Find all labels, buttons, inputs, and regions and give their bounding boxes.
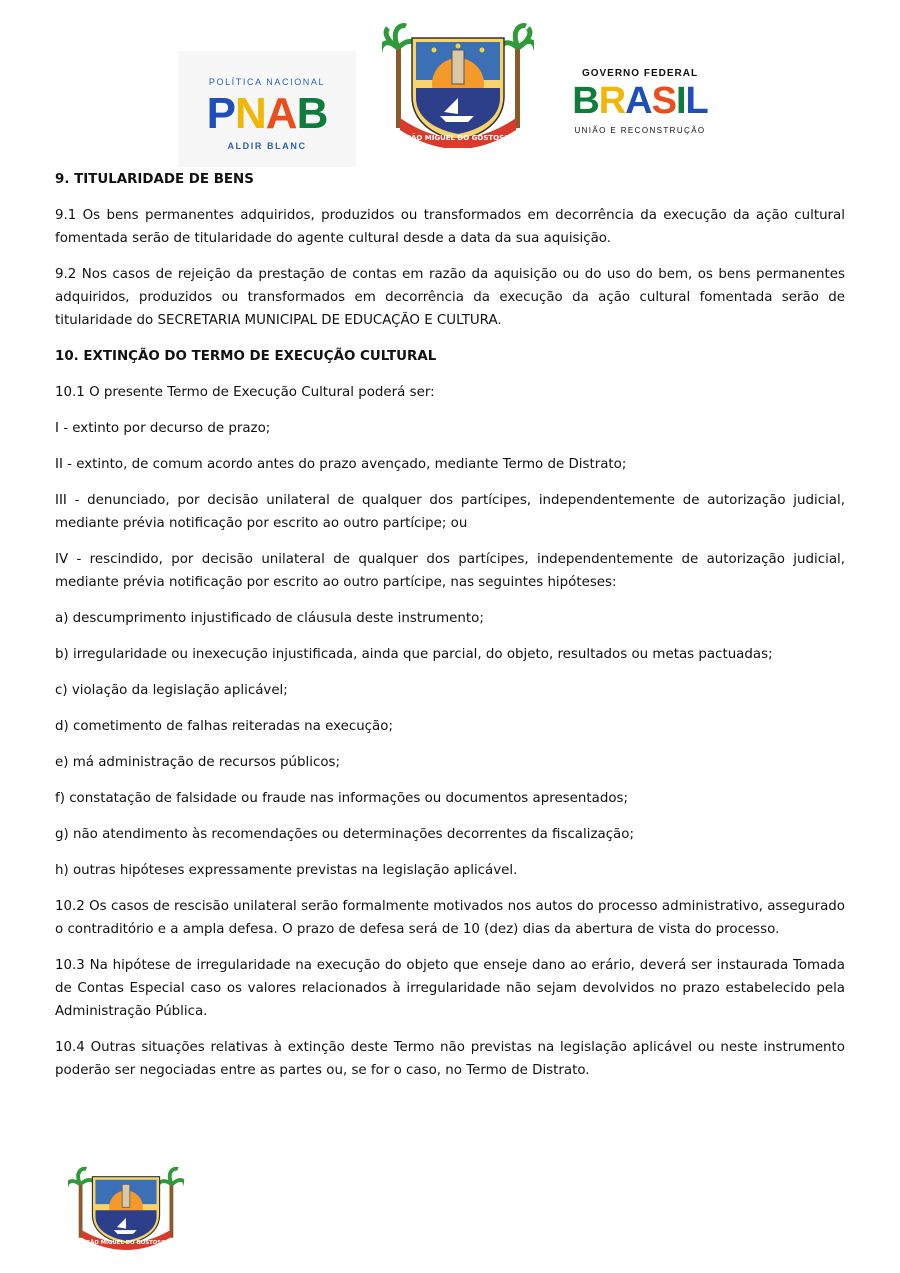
gov-letter: R <box>598 80 626 122</box>
paragraph-10-4: 10.4 Outras situações relativas à extinção deste Termo não previstas na legislação aplicável ou neste instrumento poderão ser negociadas entre as partes ou, se for o caso, no Termo de Distrato. <box>55 1040 845 1078</box>
list-item-e: e) má administração de recursos públicos; <box>55 755 341 770</box>
pnab-logo <box>178 51 356 167</box>
gov-letter: L <box>685 80 708 122</box>
list-item-d: d) cometimento de falhas reiteradas na execução; <box>55 719 393 734</box>
gov-top-text: GOVERNO FEDERAL <box>581 68 699 79</box>
list-item-b: b) irregularidade ou inexecução injustificada, ainda que parcial, do objeto, resultados ou metas pactuadas; <box>55 647 773 662</box>
list-item-h: h) outras hipóteses expressamente previstas na legislação aplicável. <box>55 863 518 878</box>
municipal-crest-logo <box>382 18 534 148</box>
list-item-g: g) não atendimento às recomendações ou determinações decorrentes da fiscalização; <box>55 827 634 842</box>
list-item-f: f) constatação de falsidade ou fraude nas informações ou documentos apresentados; <box>55 791 629 806</box>
list-item-c: c) violação da legislação aplicável; <box>55 683 288 698</box>
pnab-letter: A <box>265 89 297 138</box>
paragraph-10-2: 10.2 Os casos de rescisão unilateral serão formalmente motivados nos autos do processo administrativo, assegurado o contraditório e a ampla defesa. O prazo de defesa será de 10 (dez) dias da abertura de vista do processo. <box>55 899 845 937</box>
governo-federal-logo <box>560 68 720 158</box>
section-9-title: 9. TITULARIDADE DE BENS <box>55 172 254 187</box>
pnab-letter: B <box>296 89 328 138</box>
footer-crest-ribbon-text: SÃO MIGUEL DO GOSTOSO <box>86 1239 166 1246</box>
paragraph-10-3: 10.3 Na hipótese de irregularidade na execução do objeto que enseje dano ao erário, deverá ser instaurada Tomada de Contas Especial caso os valores relacionados à irregularidade não sejam devolvidos no prazo estabelecido pela Administração Pública. <box>55 958 845 1019</box>
page-header <box>0 18 900 153</box>
list-item-ii: II - extinto, de comum acordo antes do prazo avençado, mediante Termo de Distrato; <box>55 457 627 472</box>
pnab-top-text: POLÍTICA NACIONAL <box>208 77 326 87</box>
list-item-a: a) descumprimento injustificado de cláusula deste instrumento; <box>55 611 484 626</box>
list-item-iv: IV - rescindido, por decisão unilateral de qualquer dos partícipes, independentemente de autorização judicial, mediante prévia notificação por escrito ao outro partícipe, nas seguintes hipóteses: <box>55 552 845 590</box>
paragraph-10-1: 10.1 O presente Termo de Execução Cultural poderá ser: <box>55 385 435 400</box>
gov-wordmark <box>560 80 720 122</box>
paragraph-9-2: 9.2 Nos casos de rejeição da prestação de contas em razão da aquisição ou do uso do bem, os bens permanentes adquiridos, produzidos ou transformados em decorrência da execução da ação cultural fomentada serão de titularidade do SECRETARIA MUNICIPAL DE EDUCAÇÃO E CULTURA. <box>55 267 845 328</box>
document-body <box>55 168 845 1095</box>
paragraph-9-1: 9.1 Os bens permanentes adquiridos, produzidos ou transformados em decorrência da execução da ação cultural fomentada serão de titularidade do agente cultural desde a data da sua aquisição. <box>55 208 845 246</box>
section-10-title: 10. EXTINÇÃO DO TERMO DE EXECUÇÃO CULTURAL <box>55 349 437 364</box>
gov-letter: S <box>651 80 676 122</box>
list-item-i: I - extinto por decurso de prazo; <box>55 421 271 436</box>
gov-letter: B <box>572 80 599 122</box>
pnab-wordmark <box>178 89 356 138</box>
list-item-iii: III - denunciado, por decisão unilateral de qualquer dos partícipes, independentemente de autorização judicial, mediante prévia notificação por escrito ao outro partícipe; ou <box>55 493 845 531</box>
gov-letter: I <box>675 80 686 122</box>
pnab-letter: N <box>235 89 266 138</box>
gov-bottom-text: UNIÃO E RECONSTRUÇÃO <box>574 126 706 135</box>
crest-ribbon-text: SÃO MIGUEL DO GOSTOSO <box>405 134 511 142</box>
gov-letter: A <box>625 80 652 122</box>
pnab-letter: P <box>206 89 235 138</box>
pnab-bottom-text: ALDIR BLANC <box>227 141 307 151</box>
footer-crest-logo <box>68 1166 184 1250</box>
